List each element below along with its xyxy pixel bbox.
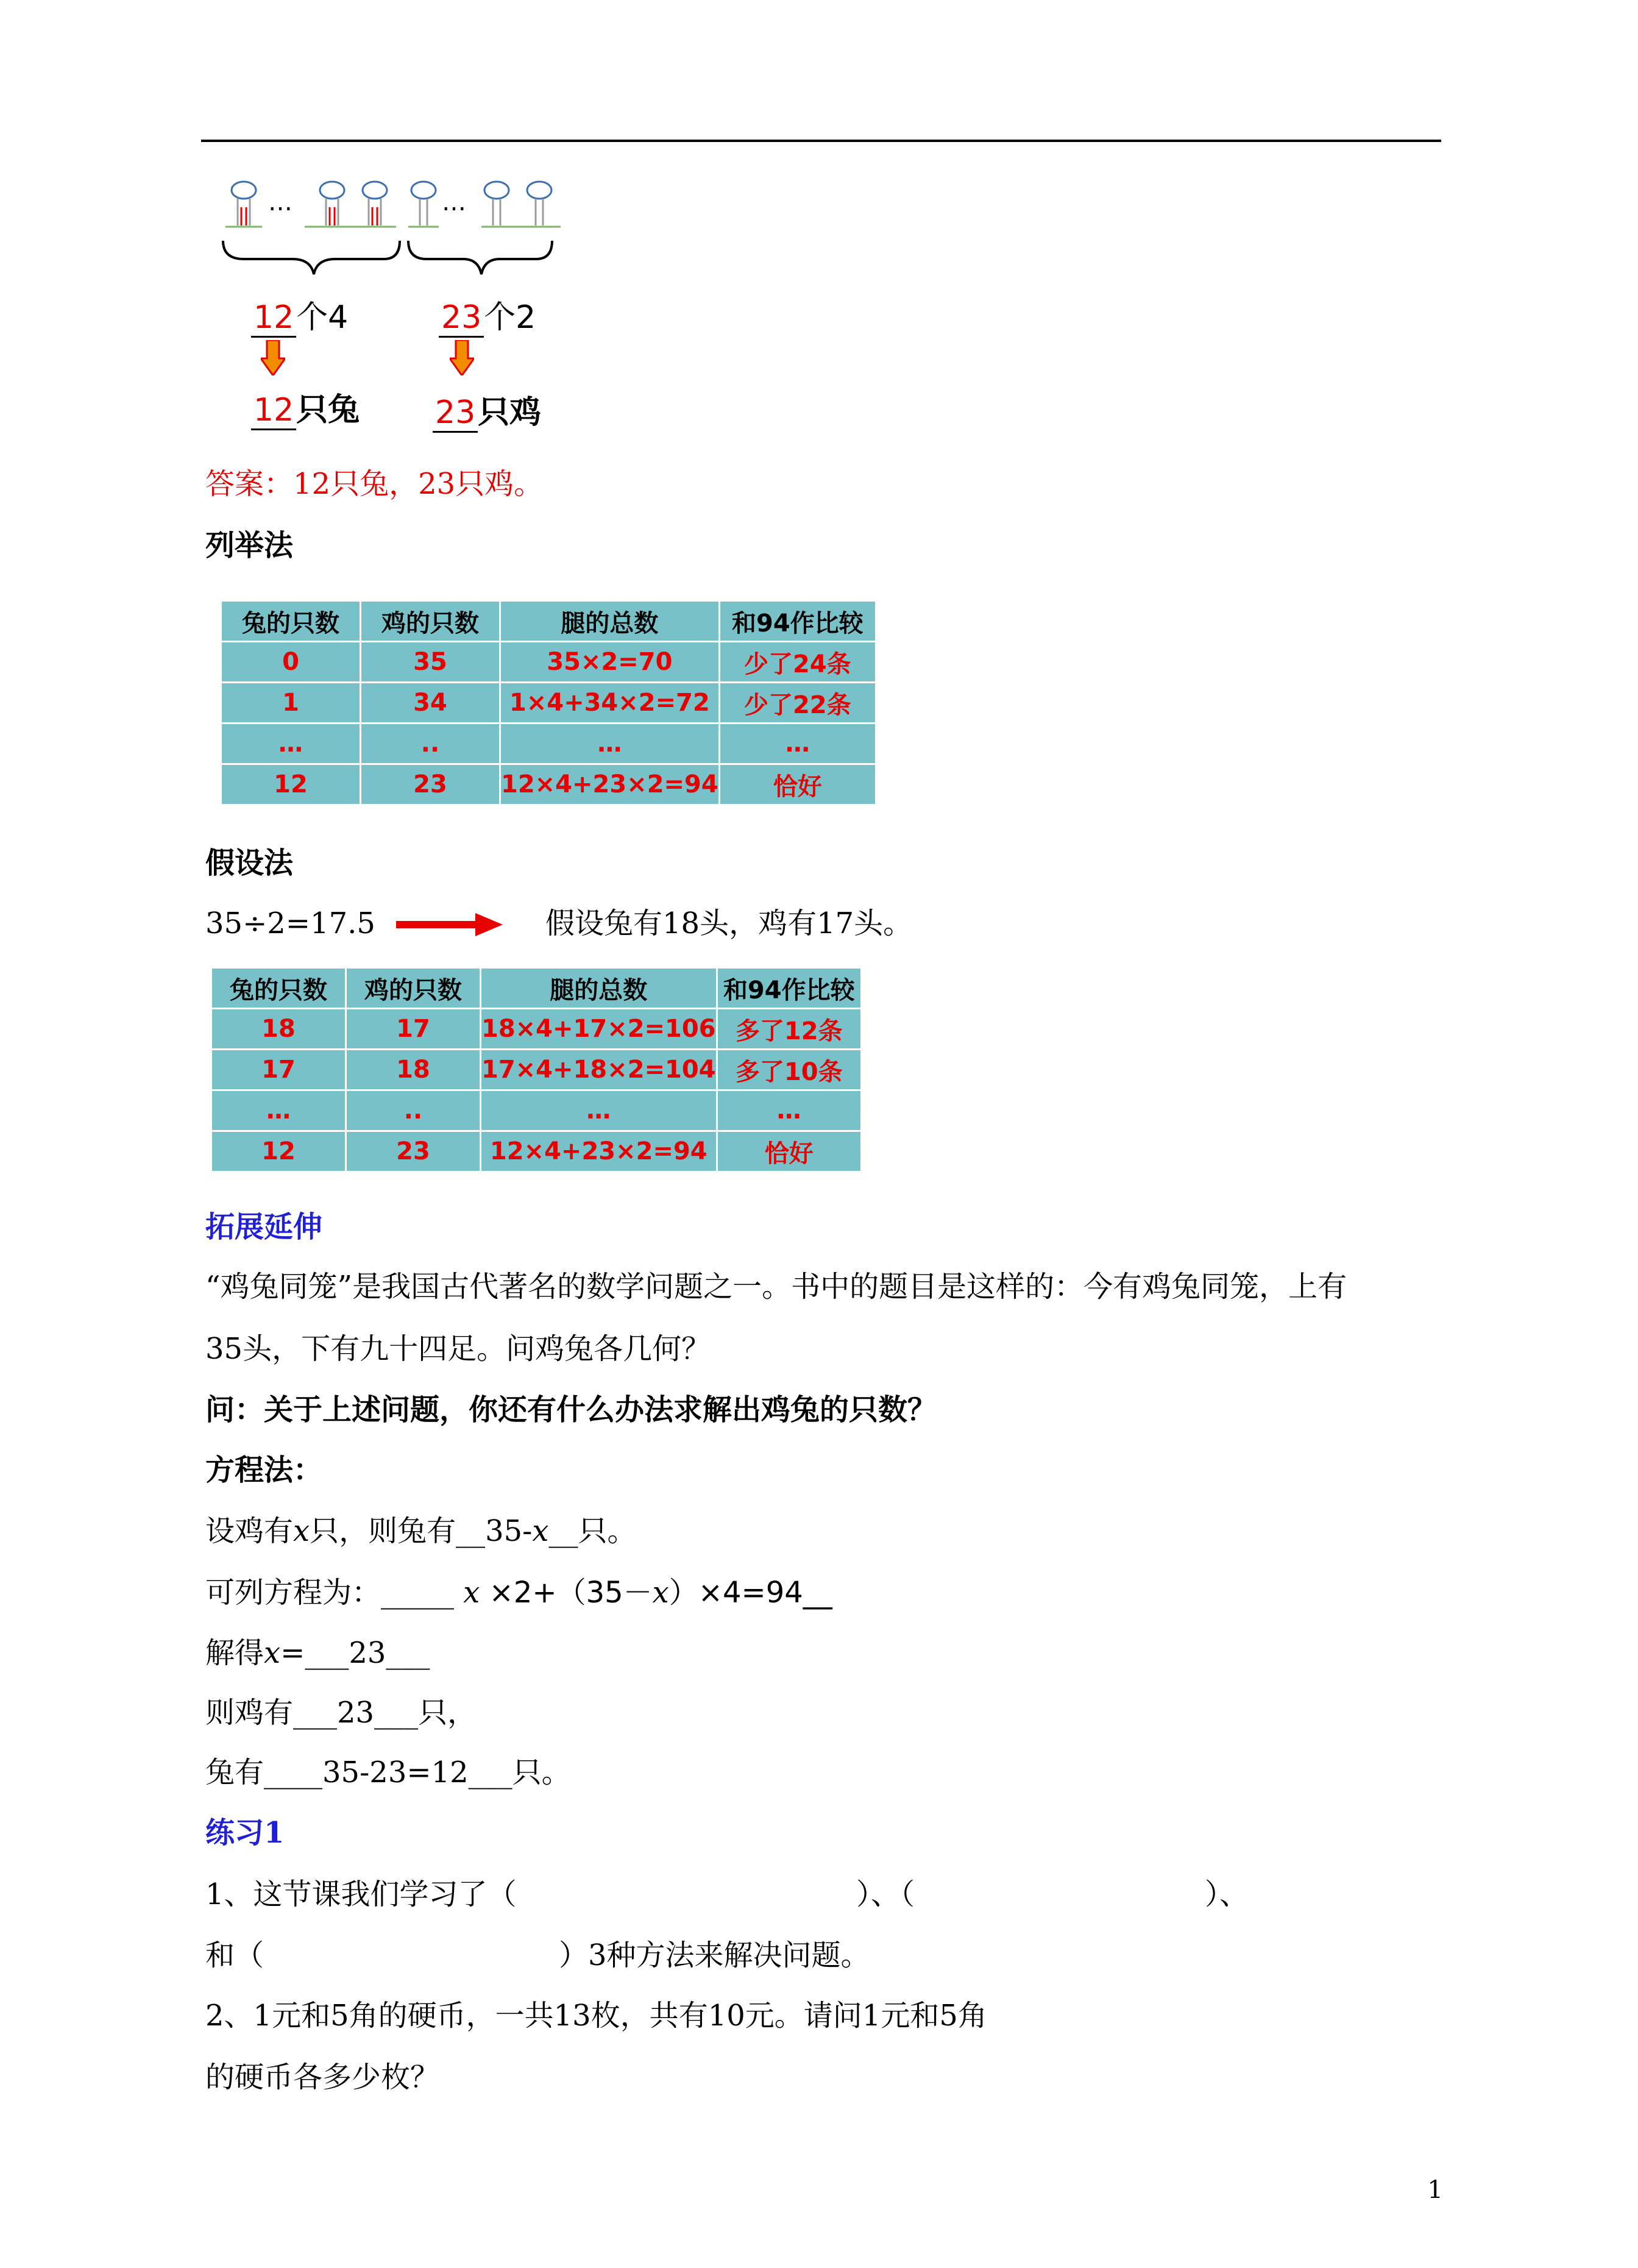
equation-line-1: 设鸡有x只，则兔有__35-x__只。 [205, 1514, 637, 1548]
cell: … [717, 1090, 861, 1131]
table-header-row [211, 968, 862, 1009]
cell: 12×4+23×2=94 [500, 764, 720, 805]
cell: 18 [211, 1009, 346, 1050]
chicken-icon [484, 182, 509, 199]
cell: 17 [346, 1009, 481, 1050]
cell: … [221, 723, 361, 764]
equation-line-2: 可列方程为：_____ x ×2+（35－x）×4=94__ [205, 1576, 832, 1610]
rabbit-icon [232, 182, 256, 199]
down-arrow-icon [261, 340, 285, 375]
right-brace [408, 241, 552, 274]
header-rule [201, 140, 1441, 142]
header-cell: 兔的只数 [221, 601, 361, 642]
equation-method-title: 方程法： [205, 1453, 323, 1487]
table-header-row [221, 601, 876, 642]
equation-line-3: 解得x=___23___ [205, 1636, 430, 1670]
header-cell: 鸡的只数 [346, 968, 481, 1009]
table-row [211, 1050, 862, 1090]
extend-paragraph-line2: 35头，下有九十四足。问鸡兔各几何？ [205, 1332, 711, 1366]
practice-q1-line1: 1、这节课我们学习了（ ）、（ ）、 [205, 1877, 1249, 1911]
cell: 23 [346, 1131, 481, 1172]
cell: 1×4+34×2=72 [500, 683, 720, 723]
animal-row-illustration [219, 177, 585, 280]
cell: 多了12条 [717, 1009, 861, 1050]
header-cell: 腿的总数 [500, 601, 720, 642]
ellipsis-left: … [268, 188, 292, 216]
question-text: 问：关于上述问题，你还有什么办法求解出鸡兔的只数？ [205, 1393, 937, 1427]
cell: … [481, 1090, 717, 1131]
header-cell: 鸡的只数 [361, 601, 500, 642]
practice-q2-line1: 2、1元和5角的硬币，一共13枚，共有10元。请问1元和5角 [205, 1999, 987, 2033]
assume-table [210, 967, 862, 1173]
practice-q2-line2: 的硬币各多少枚？ [205, 2060, 440, 2094]
cell: … [211, 1090, 346, 1131]
equation-line-4: 则鸡有___23___只， [205, 1696, 477, 1730]
ellipsis-right: … [442, 188, 466, 216]
down-arrow-icon [450, 340, 474, 375]
rabbit-icon [363, 182, 387, 199]
table-row [211, 1090, 862, 1131]
extend-title: 拓展延伸 [205, 1210, 323, 1244]
chicken-result: 23只鸡 [433, 386, 541, 432]
cell: 34 [361, 683, 500, 723]
equation-line-5: 兔有____35-23=12___只。 [205, 1755, 571, 1790]
cell: .. [361, 723, 500, 764]
practice-title: 练习1 [205, 1816, 285, 1850]
page-number: 1 [1427, 2176, 1443, 2204]
cell: 18×4+17×2=106 [481, 1009, 717, 1050]
cell: 12×4+23×2=94 [481, 1131, 717, 1172]
rabbit-result: 12只兔 [251, 384, 360, 430]
cell: 17 [211, 1050, 346, 1090]
cell: … [500, 723, 720, 764]
cell: 12 [221, 764, 361, 805]
header-cell: 腿的总数 [481, 968, 717, 1009]
left-count-label: 12个4 [251, 291, 348, 337]
table-row [211, 1131, 862, 1172]
cell: 少了22条 [719, 683, 876, 723]
cell: 18 [346, 1050, 481, 1090]
cell: 恰好 [717, 1131, 861, 1172]
table-row [221, 723, 876, 764]
chicken-icon [411, 182, 436, 199]
header-cell: 和94作比较 [717, 968, 861, 1009]
cell: 恰好 [719, 764, 876, 805]
cell: .. [346, 1090, 481, 1131]
cell: 17×4+18×2=104 [481, 1050, 717, 1090]
cell: 23 [361, 764, 500, 805]
assume-text: 假设兔有18头，鸡有17头。 [545, 906, 913, 940]
table-row [221, 642, 876, 683]
cell: 少了24条 [719, 642, 876, 683]
practice-q1-line2: 和（ ）3种方法来解决问题。 [205, 1938, 870, 1972]
cell: 1 [221, 683, 361, 723]
answer-text: 答案：12只兔，23只鸡。 [205, 467, 544, 501]
cell: 0 [221, 642, 361, 683]
chicken-icon [527, 182, 551, 199]
cell: 35×2=70 [500, 642, 720, 683]
table-row [221, 764, 876, 805]
right-count-label: 23个2 [439, 291, 536, 337]
cell: 12 [211, 1131, 346, 1172]
assume-calc: 35÷2=17.5 [205, 906, 375, 940]
left-brace [223, 241, 400, 274]
header-cell: 和94作比较 [719, 601, 876, 642]
header-cell: 兔的只数 [211, 968, 346, 1009]
right-arrow-icon [396, 913, 503, 936]
table-row [221, 683, 876, 723]
method-listing-title: 列举法 [205, 528, 294, 563]
cell: 35 [361, 642, 500, 683]
listing-table [220, 600, 877, 806]
cell: … [719, 723, 876, 764]
method-assume-title: 假设法 [205, 846, 294, 880]
extend-paragraph-line1: “鸡兔同笼”是我国古代著名的数学问题之一。书中的题目是这样的：今有鸡兔同笼，上有 [205, 1270, 1347, 1304]
cell: 多了10条 [717, 1050, 861, 1090]
table-row [211, 1009, 862, 1050]
rabbit-icon [320, 182, 344, 199]
cage-diagram [219, 177, 585, 439]
